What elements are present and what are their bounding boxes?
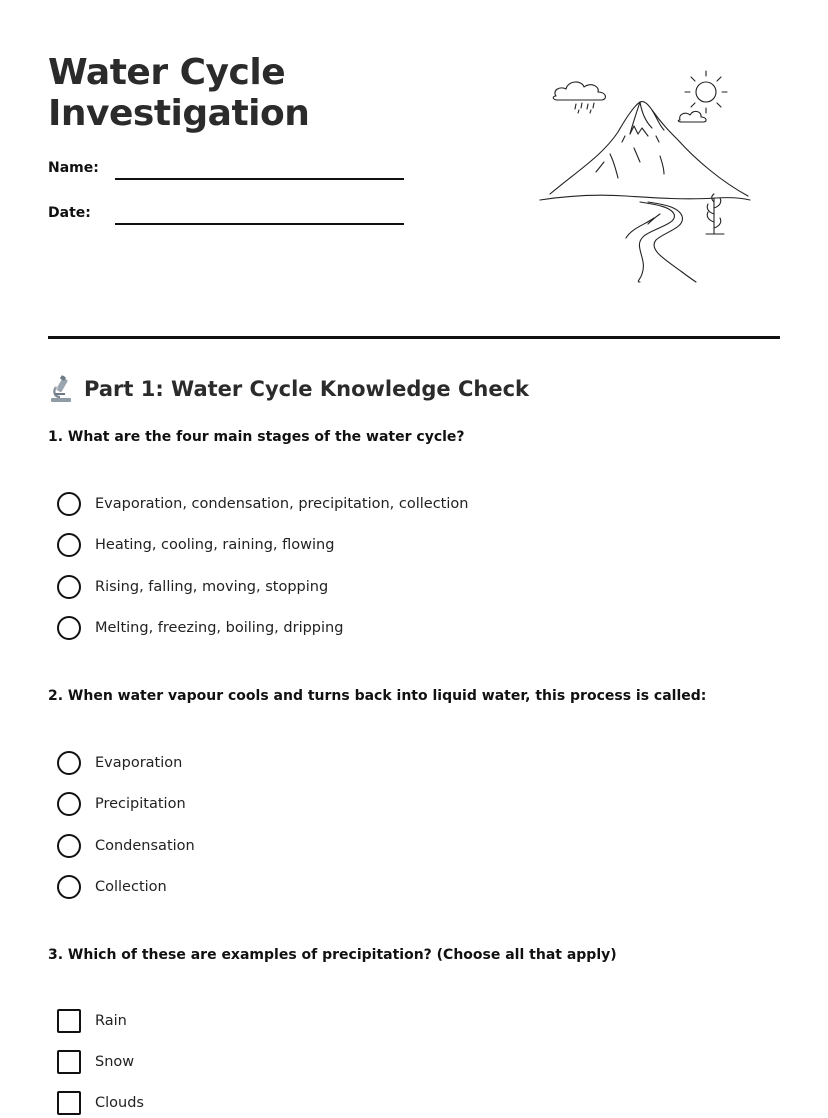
option-label: Rising, falling, moving, stopping <box>95 579 329 595</box>
q1-option-4[interactable] <box>57 615 343 641</box>
option-label: Snow <box>95 1054 135 1070</box>
option-label: Precipitation <box>95 796 186 812</box>
option-label: Clouds <box>95 1095 144 1111</box>
radio-button[interactable] <box>57 792 81 816</box>
checkbox[interactable] <box>57 1091 81 1115</box>
name-label: Name: <box>48 160 99 176</box>
q2-option-2[interactable] <box>57 791 186 817</box>
option-label: Evaporation, condensation, precipitation, collection <box>95 496 469 512</box>
q1-option-3[interactable] <box>57 574 328 600</box>
part1-header <box>48 374 529 404</box>
q3-option-3[interactable] <box>57 1090 144 1116</box>
radio-button[interactable] <box>57 875 81 899</box>
date-input-line[interactable] <box>115 223 404 225</box>
date-field-row <box>48 205 408 227</box>
q2-option-4[interactable] <box>57 874 167 900</box>
radio-button[interactable] <box>57 533 81 557</box>
option-label: Melting, freezing, boiling, dripping <box>95 620 344 636</box>
worksheet-title: Water Cycle Investigation <box>48 52 310 134</box>
radio-button[interactable] <box>57 575 81 599</box>
q1-option-2[interactable] <box>57 532 334 558</box>
question-2: 2. When water vapour cools and turns back into liquid water, this process is called: <box>48 688 707 704</box>
radio-button[interactable] <box>57 616 81 640</box>
radio-button[interactable] <box>57 492 81 516</box>
part1-title: Part 1: Water Cycle Knowledge Check <box>84 377 529 401</box>
q1-option-1[interactable] <box>57 491 468 517</box>
date-label: Date: <box>48 205 91 221</box>
water-cycle-mountain-illustration <box>536 68 752 288</box>
q2-option-1[interactable] <box>57 750 182 776</box>
option-label: Collection <box>95 879 167 895</box>
checkbox[interactable] <box>57 1009 81 1033</box>
option-label: Rain <box>95 1013 127 1029</box>
name-input-line[interactable] <box>115 178 404 180</box>
name-field-row <box>48 160 408 182</box>
checkbox[interactable] <box>57 1050 81 1074</box>
question-3: 3. Which of these are examples of precipitation? (Choose all that apply) <box>48 947 617 963</box>
option-label: Heating, cooling, raining, flowing <box>95 537 335 553</box>
q2-option-3[interactable] <box>57 833 195 859</box>
radio-button[interactable] <box>57 751 81 775</box>
microscope-icon <box>48 375 74 403</box>
q3-option-1[interactable] <box>57 1008 127 1034</box>
section-divider <box>48 336 780 339</box>
q3-option-2[interactable] <box>57 1049 134 1075</box>
option-label: Condensation <box>95 838 195 854</box>
question-1: 1. What are the four main stages of the water cycle? <box>48 429 465 445</box>
option-label: Evaporation <box>95 755 183 771</box>
radio-button[interactable] <box>57 834 81 858</box>
